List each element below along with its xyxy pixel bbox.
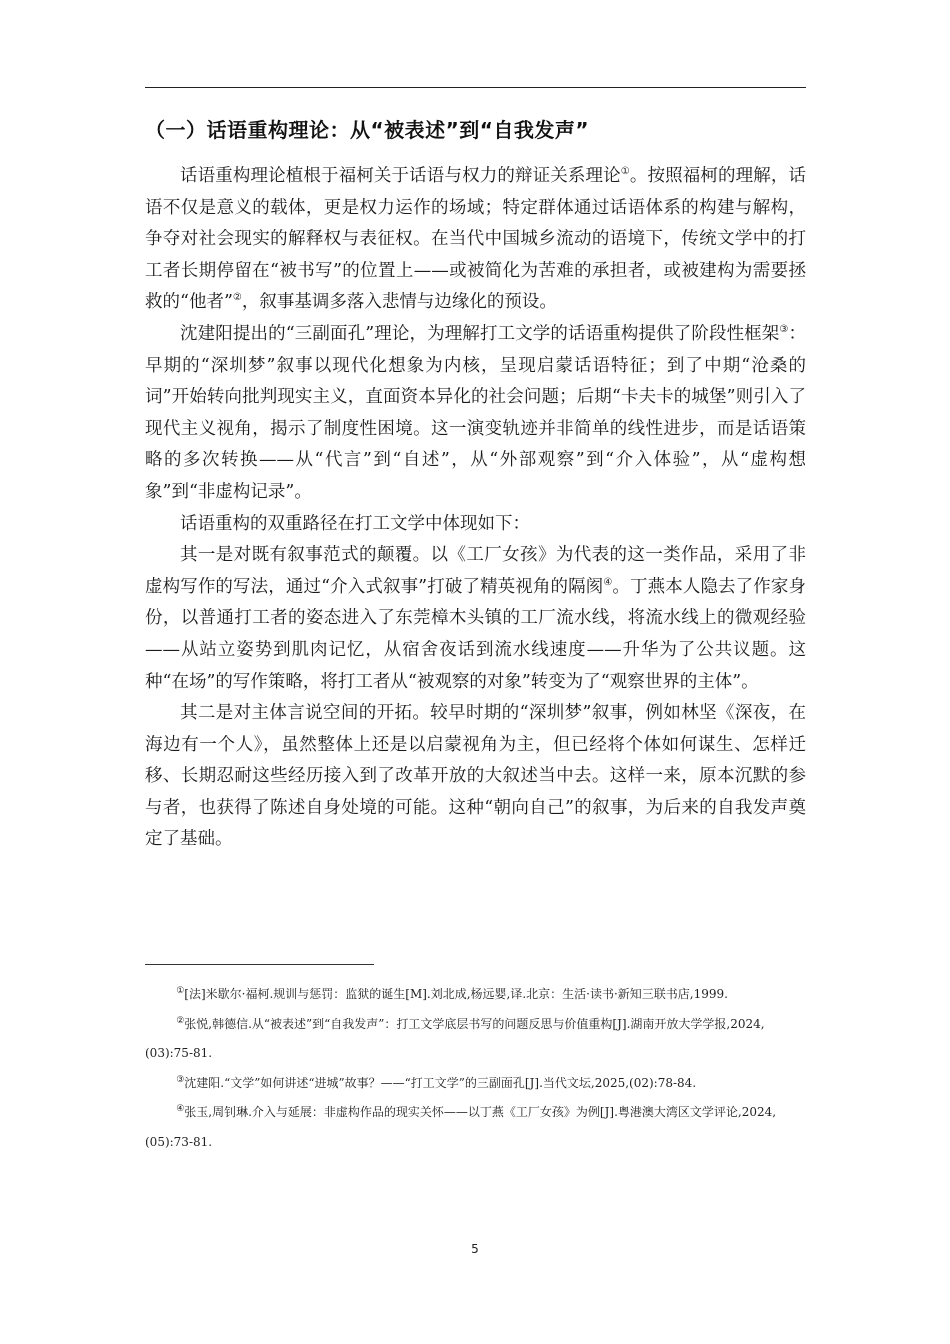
footnote-ref-2[interactable]: ②: [232, 292, 242, 304]
header-rule: [145, 87, 806, 88]
footnote-text-3: 沈建阳.“文学”如何讲述“进城”故事？——“打工文学”的三副面孔[J].当代文坛,2025,(02):78-84.: [184, 1075, 697, 1090]
footnote-mark-4: ④: [176, 1104, 185, 1114]
footnotes: [145, 980, 806, 1157]
paragraph-2: 沈建阳提出的“三副面孔”理论，为理解打工文学的话语重构提供了阶段性框架③：早期的“深圳梦”叙事以现代化想象为内核，呈现启蒙话语特征；到了中期“沧桑的词”开始转向批判现实主义，直面资本异化的社会问题；后期“卡夫卡的城堡”则引入了现代主义视角，揭示了制度性困境。这一演变轨迹并非简单的线性进步，而是话语策略的多次转换——从“代言”到“自述”，从“外部观察”到“介入体验”，从“虚构想象”到“非虚构记录”。: [145, 323, 807, 502]
footnote-text-4: 张玉,周钊琳.介入与延展：非虚构作品的现实关怀——以丁燕《工厂女孩》为例[J].粤港澳大湾区文学评论,2024,(05):73-81.: [145, 1105, 777, 1149]
paragraph-5: 其二是对主体言说空间的开拓。较早时期的“深圳梦”叙事，例如林坚《深夜，在海边有一个人》，虽然整体上还是以启蒙视角为主，但已经将个体如何谋生、怎样迁移、长期忍耐这些经历接入到了改革开放的大叙述当中去。这样一来，原本沉默的参与者，也获得了陈述自身处境的可能。这种“朝向自己”的叙事，为后来的自我发声奠定了基础。: [145, 703, 806, 850]
paragraph-1: 话语重构理论植根于福柯关于话语与权力的辩证关系理论①。按照福柯的理解，话语不仅是意义的载体，更是权力运作的场域；特定群体通过话语体系的构建与解构，争夺对社会现实的解释权与表征权。在当代中国城乡流动的语境下，传统文学中的打工者长期停留在“被书写”的位置上——或被简化为苦难的承担者，或被建构为需要拯救的“他者”②，叙事基调多落入悲情与边缘化的预设。: [145, 166, 807, 313]
paragraph-3: 话语重构的双重路径在打工文学中体现如下：: [180, 513, 530, 534]
footnote-text-2: 张悦,韩德信.从“被表述”到“自我发声”：打工文学底层书写的问题反思与价值重构[J].湖南开放大学学报,2024,(03):75-81.: [145, 1016, 765, 1060]
body-text: [145, 161, 806, 856]
footnote-text-1: [法]米歇尔·福柯.规训与惩罚：监狱的诞生[M].刘北成,杨远婴,译.北京：生活·读书·新知三联书店,1999.: [184, 987, 728, 1001]
footnote-3: [145, 1069, 806, 1099]
section-heading: （一）话语重构理论：从“被表述”到“自我发声”: [145, 118, 590, 142]
footnote-ref-4[interactable]: ④: [603, 576, 613, 588]
footnote-ref-3[interactable]: ③: [779, 324, 789, 336]
footnote-mark-3: ③: [176, 1074, 185, 1085]
footnote-mark-1: ①: [176, 986, 185, 996]
page-number: 5: [471, 1242, 479, 1256]
footnote-4: [145, 1098, 806, 1157]
paragraph-4: 其一是对既有叙事范式的颠覆。以《工厂女孩》为代表的这一类作品，采用了非虚构写作的写法，通过“介入式叙事”打破了精英视角的隔阂④。丁燕本人隐去了作家身份，以普通打工者的姿态进入了东莞樟木头镇的工厂流水线，将流水线上的微观经验——从站立姿势到肌肉记忆，从宿舍夜话到流水线速度——升华为了公共议题。这种“在场”的写作策略，将打工者从“被观察的对象”转变为了“观察世界的主体”。: [145, 545, 806, 692]
footnote-mark-2: ②: [176, 1015, 185, 1026]
footnote-separator: [145, 964, 374, 965]
footnote-2: [145, 1010, 806, 1069]
footnote-1: [145, 980, 806, 1010]
footnote-ref-1[interactable]: ①: [620, 166, 630, 178]
